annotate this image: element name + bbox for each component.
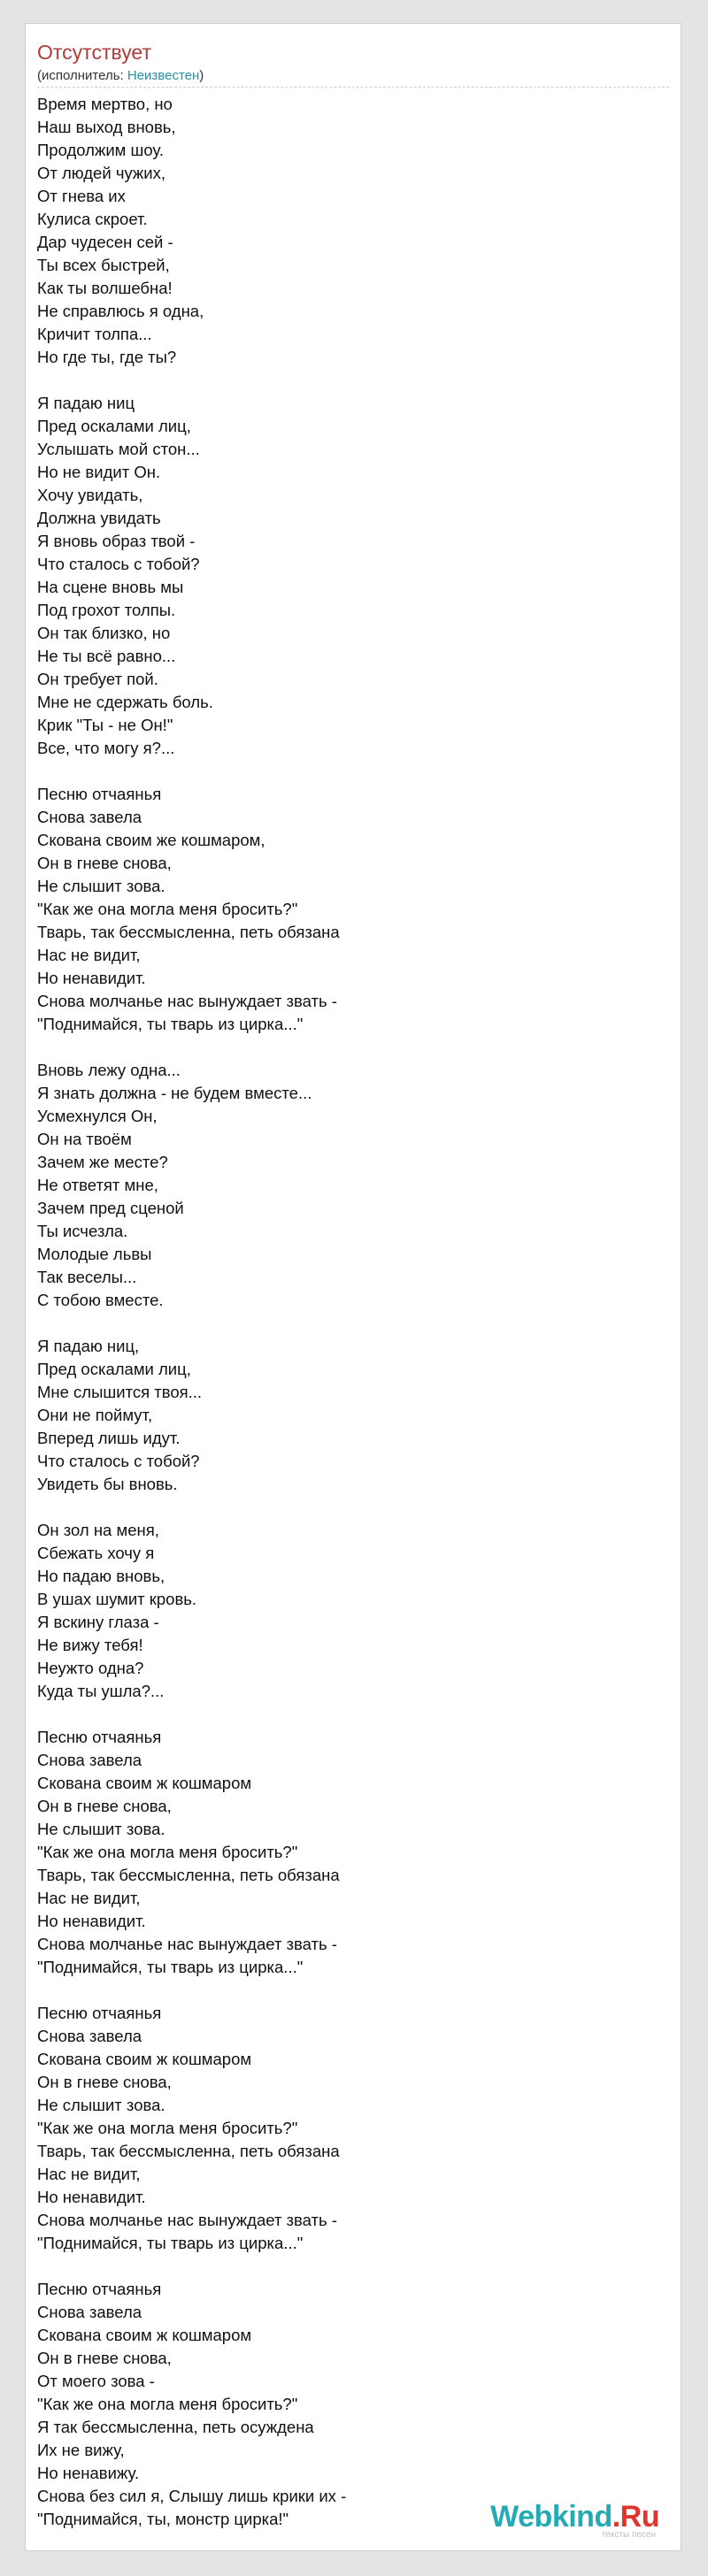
lyric-line: Время мертво, но [37, 95, 173, 113]
lyric-line: Скована своим ж кошмаром [37, 2050, 252, 2068]
lyric-line: Продолжим шоу. [37, 141, 164, 159]
lyric-line: Услышать мой стон... [37, 440, 200, 458]
lyric-line: Он в гневе снова, [37, 854, 172, 872]
lyric-line: Тварь, так бессмысленна, петь обязана [37, 1866, 340, 1884]
lyric-line: От моего зова - [37, 2372, 155, 2390]
lyric-line: Пред оскалами лиц, [37, 1360, 191, 1378]
lyric-line: Зачем же месте? [37, 1153, 168, 1171]
lyric-line: Я так бессмысленна, петь осуждена [37, 2418, 314, 2436]
lyric-line: Дар чудесен сей - [37, 233, 173, 251]
lyric-line: "Как же она могла меня бросить?" [37, 2119, 298, 2137]
lyric-line: Кричит толпа... [37, 325, 152, 343]
lyric-line: От гнева их [37, 187, 126, 205]
lyric-line: Скована своим ж кошмаром [37, 2326, 252, 2344]
lyric-line: Они не поймут, [37, 1406, 153, 1424]
lyric-line: Он в гневе снова, [37, 2349, 172, 2367]
stanza-gap [37, 1703, 657, 1726]
lyric-line: Так веселы... [37, 1268, 137, 1286]
artist-link[interactable]: Неизвестен [127, 68, 200, 83]
lyric-line: Их не вижу, [37, 2441, 125, 2459]
lyric-line: "Поднимайся, ты тварь из цирка..." [37, 2234, 304, 2252]
lyric-line: Увидеть бы вновь. [37, 1475, 178, 1493]
lyric-line: Зачем пред сценой [37, 1199, 184, 1217]
lyric-line: Но ненавижу. [37, 2464, 140, 2482]
lyric-line: Не ты всё равно... [37, 647, 176, 665]
artist-line [37, 68, 204, 84]
lyric-line: С тобою вместе. [37, 1291, 164, 1309]
lyric-line: Песню отчаянья [37, 2004, 162, 2022]
lyric-line: "Как же она могла меня бросить?" [37, 2395, 298, 2413]
logo-brand: Webkind [490, 2500, 612, 2534]
lyric-line: Не ответят мне, [37, 1176, 158, 1194]
lyric-line: Снова молчанье нас вынуждает звать - [37, 1935, 337, 1953]
lyric-line: Снова без сил я, Слышу лишь крики их - [37, 2487, 347, 2505]
lyric-line: Усмехнулся Он, [37, 1107, 158, 1125]
logo-tagline: тексты песен [601, 2530, 656, 2540]
lyric-line: "Как же она могла меня бросить?" [37, 1843, 298, 1861]
lyric-line: Хочу увидать, [37, 486, 143, 504]
lyric-line: В ушах шумит кровь. [37, 1590, 197, 1608]
lyric-line: Куда ты ушла?... [37, 1682, 165, 1700]
lyric-line: Снова завела [37, 2027, 142, 2045]
lyric-line: Наш выход вновь, [37, 118, 176, 136]
lyric-line: Ты всех быстрей, [37, 256, 170, 274]
lyric-line: "Поднимайся, ты тварь из цирка..." [37, 1958, 304, 1976]
site-logo[interactable] [490, 2501, 659, 2540]
lyric-line: Песню отчаянья [37, 785, 162, 803]
stanza-gap [37, 1496, 657, 1519]
lyric-line: От людей чужих, [37, 164, 166, 182]
stanza-gap [37, 1312, 657, 1335]
title-divider [37, 87, 669, 88]
lyric-line: Он так близко, но [37, 624, 171, 642]
logo-wordmark [490, 2501, 659, 2533]
lyric-line: Нас не видит, [37, 1889, 141, 1907]
lyric-line: Я знать должна - не будем вместе... [37, 1084, 312, 1102]
lyric-line: "Поднимайся, ты тварь из цирка..." [37, 1015, 304, 1033]
lyric-line: Неужто одна? [37, 1659, 144, 1677]
lyric-line: Не справлюсь я одна, [37, 302, 204, 320]
lyric-line: Не слышит зова. [37, 1820, 165, 1838]
lyric-line: Он в гневе снова, [37, 1797, 172, 1815]
lyric-line: Все, что могу я?... [37, 739, 175, 757]
lyric-line: Должна увидать [37, 509, 161, 527]
artist-prefix: (исполнитель: [37, 68, 127, 83]
lyric-line: Пред оскалами лиц, [37, 417, 191, 435]
lyric-line: Но ненавидит. [37, 1912, 146, 1930]
lyric-line: Что сталось с тобой? [37, 1452, 200, 1470]
lyric-line: Но не видит Он. [37, 463, 161, 481]
lyric-line: Как ты волшебна! [37, 279, 173, 297]
lyric-line: Он в гневе снова, [37, 2073, 172, 2091]
lyric-line: Не слышит зова. [37, 2096, 165, 2114]
stanza-gap [37, 760, 657, 783]
lyric-line: Сбежать хочу я [37, 1544, 155, 1562]
lyrics-card [25, 23, 681, 2551]
lyric-line: Снова молчанье нас вынуждает звать - [37, 992, 337, 1010]
song-title: Отсутствует [37, 41, 151, 64]
stanza-gap [37, 2255, 657, 2278]
lyric-line: Не слышит зова. [37, 877, 165, 895]
lyric-line: "Поднимайся, ты, монстр цирка!" [37, 2510, 289, 2528]
lyric-line: Снова молчанье нас вынуждает звать - [37, 2211, 337, 2229]
lyric-line: Песню отчаянья [37, 1728, 162, 1746]
lyric-line: "Как же она могла меня бросить?" [37, 900, 298, 918]
lyric-line: Снова завела [37, 2303, 142, 2321]
lyric-line: Снова завела [37, 808, 142, 826]
lyric-line: Вновь лежу одна... [37, 1061, 181, 1079]
lyric-line: Я падаю ниц [37, 394, 135, 412]
stanza-gap [37, 1979, 657, 2002]
lyric-line: Но падаю вновь, [37, 1567, 165, 1585]
lyric-line: Тварь, так бессмысленна, петь обязана [37, 923, 340, 941]
logo-tld: .Ru [612, 2500, 659, 2534]
lyric-line: Снова завела [37, 1751, 142, 1769]
lyric-line: Песню отчаянья [37, 2280, 162, 2298]
artist-suffix: ) [199, 68, 204, 83]
lyric-line: Но где ты, где ты? [37, 348, 177, 366]
lyric-line: Крик "Ты - не Он!" [37, 716, 173, 734]
lyric-line: Он требует пой. [37, 670, 158, 688]
lyric-line: Что сталось с тобой? [37, 555, 200, 573]
stanza-gap [37, 1036, 657, 1059]
lyric-line: Не вижу тебя! [37, 1636, 143, 1654]
lyric-line: Под грохот толпы. [37, 601, 176, 619]
lyric-line: Но ненавидит. [37, 969, 146, 987]
lyric-line: Я падаю ниц, [37, 1337, 140, 1355]
stanza-gap [37, 369, 657, 392]
lyric-line: Я вновь образ твой - [37, 532, 196, 550]
lyric-line: Нас не видит, [37, 2165, 141, 2183]
lyrics-text [37, 93, 657, 2531]
lyric-line: Скована своим ж кошмаром [37, 1774, 252, 1792]
lyric-line: Он на твоём [37, 1130, 132, 1148]
lyric-line: Но ненавидит. [37, 2188, 146, 2206]
lyric-line: Скована своим же кошмаром, [37, 831, 266, 849]
lyric-line: Тварь, так бессмысленна, петь обязана [37, 2142, 340, 2160]
lyric-line: Мне слышится твоя... [37, 1383, 203, 1401]
lyric-line: Мне не сдержать боль. [37, 693, 213, 711]
lyric-line: Нас не видит, [37, 946, 141, 964]
lyric-line: Ты исчезла. [37, 1222, 128, 1240]
lyric-line: Молодые львы [37, 1245, 152, 1263]
lyric-line: Кулиса скроет. [37, 210, 148, 228]
lyric-line: Он зол на меня, [37, 1521, 159, 1539]
lyric-line: Вперед лишь идут. [37, 1429, 181, 1447]
lyric-line: Я вскину глаза - [37, 1613, 159, 1631]
lyric-line: На сцене вновь мы [37, 578, 184, 596]
